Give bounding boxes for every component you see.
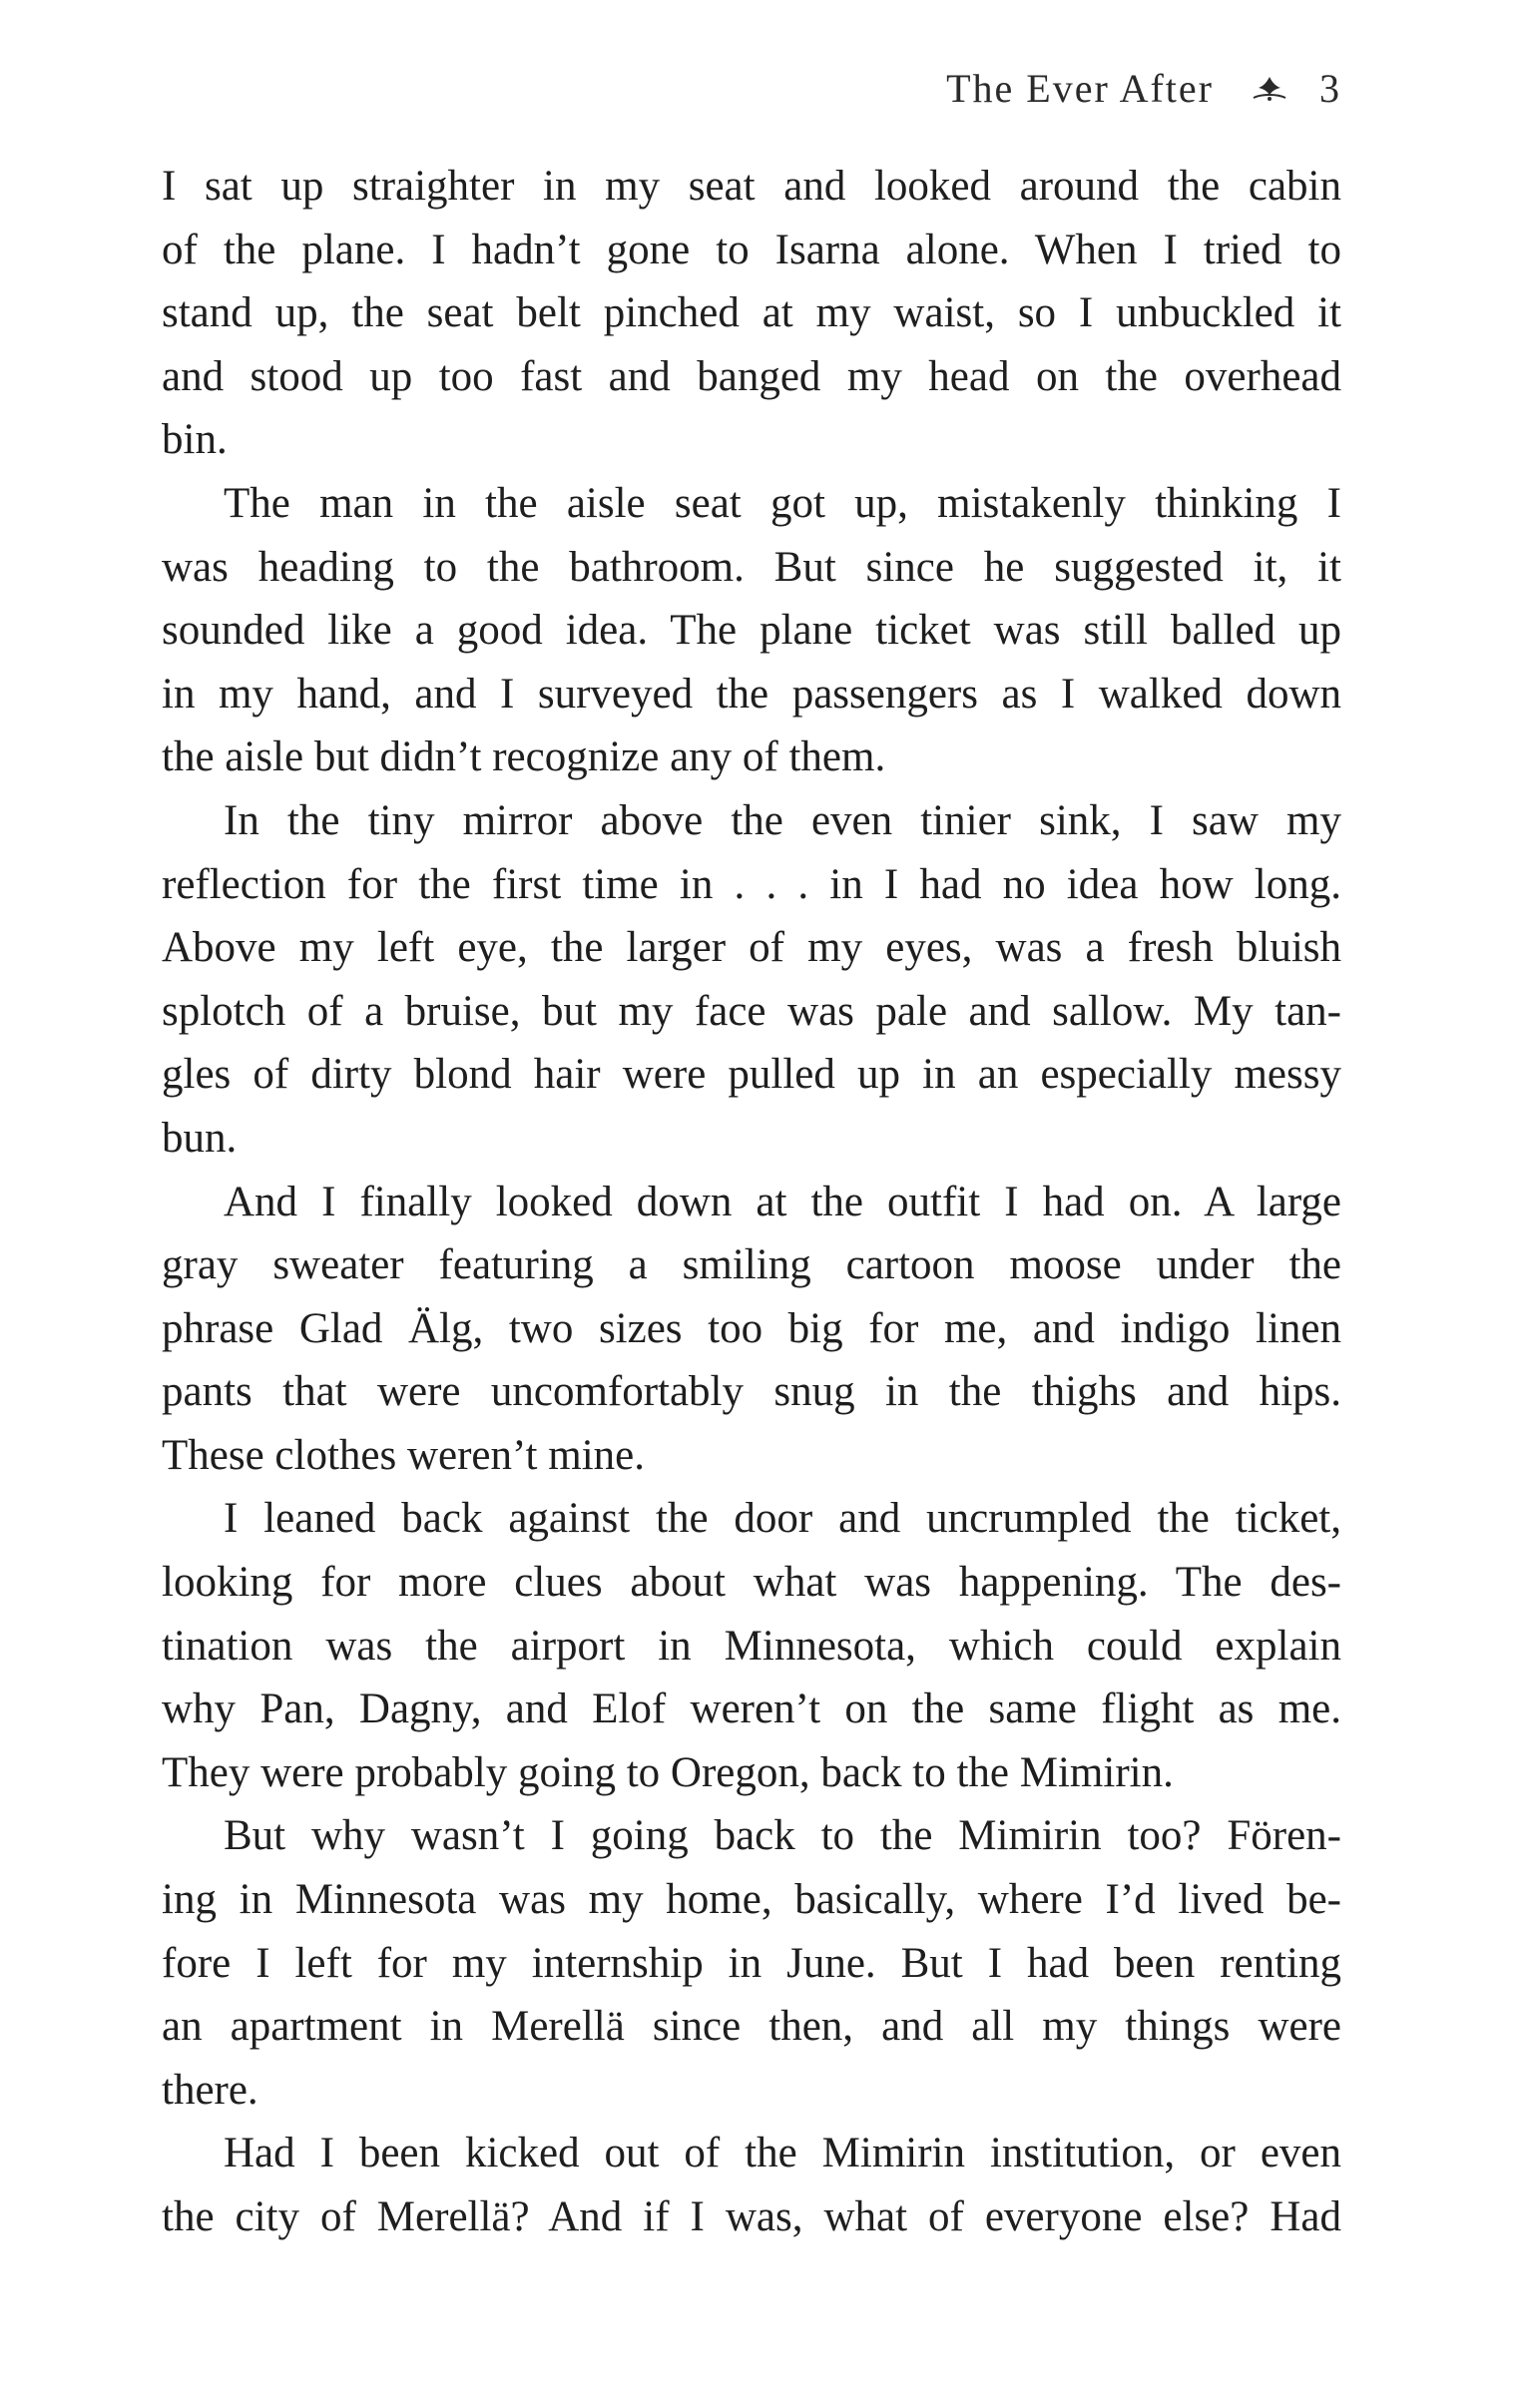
body-text bbox=[162, 155, 1341, 2249]
text-line: Had I been kicked out of the Mimirin institution, or even bbox=[224, 2130, 1341, 2177]
running-head bbox=[946, 58, 1339, 118]
text-line: gray sweater featuring a smiling cartoon moose under the bbox=[162, 1241, 1341, 1289]
text-line: why Pan, Dagny, and Elof weren’t on the same flight as me. bbox=[162, 1686, 1341, 1733]
text-line: the city of Merellä? And if I was, what of everyone else? Had bbox=[162, 2193, 1341, 2240]
text-line: looking for more clues about what was happening. The des- bbox=[162, 1559, 1341, 1607]
page-number: 3 bbox=[1319, 65, 1339, 111]
text-line: the aisle but didn’t recognize any of them. bbox=[162, 733, 886, 781]
text-line: These clothes weren’t mine. bbox=[162, 1431, 645, 1479]
text-line: ing in Minnesota was my home, basically, where I’d lived be- bbox=[162, 1876, 1341, 1924]
text-line: splotch of a bruise, but my face was pale and sallow. My tan- bbox=[162, 987, 1341, 1035]
text-line: And I finally looked down at the outfit I had on. A large bbox=[224, 1178, 1341, 1225]
text-line: I leaned back against the door and uncrumpled the ticket, bbox=[224, 1495, 1341, 1543]
text-line: In the tiny mirror above the even tinier sink, I saw my bbox=[224, 796, 1341, 844]
text-line: sounded like a good idea. The plane ticket was still balled up bbox=[162, 607, 1341, 655]
text-line: I sat up straighter in my seat and looked around the cabin bbox=[162, 163, 1341, 210]
text-line: and stood up too fast and banged my head on the overhead bbox=[162, 352, 1341, 400]
text-line: an apartment in Merellä since then, and all my things were bbox=[162, 2003, 1341, 2051]
text-line: stand up, the seat belt pinched at my waist, so I unbuckled it bbox=[162, 289, 1341, 337]
text-line: tination was the airport in Minnesota, which could explain bbox=[162, 1622, 1341, 1670]
text-line: there. bbox=[162, 2066, 258, 2114]
text-line: pants that were uncomfortably snug in the thighs and hips. bbox=[162, 1368, 1341, 1416]
running-title: The Ever After bbox=[946, 65, 1214, 111]
text-line: gles of dirty blond hair were pulled up in an especially messy bbox=[162, 1051, 1341, 1099]
text-line: The man in the aisle seat got up, mistakenly thinking I bbox=[224, 479, 1341, 527]
text-line: phrase Glad Älg, two sizes too big for me, and indigo linen bbox=[162, 1304, 1341, 1352]
text-line: fore I left for my internship in June. But I had been renting bbox=[162, 1939, 1341, 1987]
text-line: But why wasn’t I going back to the Mimirin too? Fören- bbox=[224, 1812, 1341, 1860]
text-line: of the plane. I hadn’t gone to Isarna alone. When I tried to bbox=[162, 226, 1341, 273]
text-line: reflection for the first time in . . . in I had no idea how long. bbox=[162, 860, 1341, 908]
text-line: They were probably going to Oregon, back to the Mimirin. bbox=[162, 1748, 1174, 1796]
text-line: was heading to the bathroom. But since he suggested it, it bbox=[162, 543, 1341, 591]
text-line: bin. bbox=[162, 416, 228, 464]
fleuron-ornament-icon bbox=[1250, 73, 1289, 103]
text-line: Above my left eye, the larger of my eyes, was a fresh bluish bbox=[162, 924, 1341, 972]
text-line: in my hand, and I surveyed the passengers as I walked down bbox=[162, 670, 1341, 718]
text-line: bun. bbox=[162, 1114, 238, 1162]
